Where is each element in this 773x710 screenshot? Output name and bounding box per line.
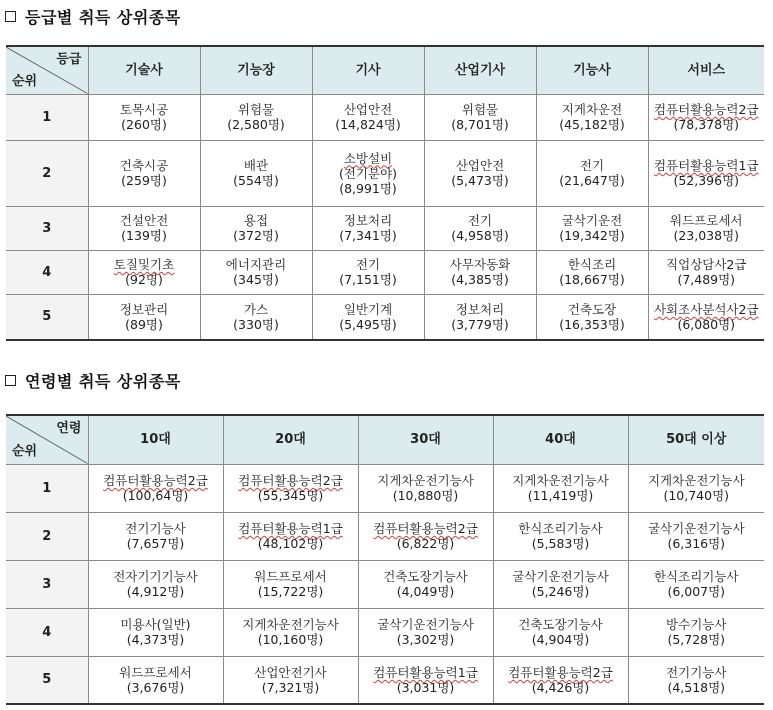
- item-count: (11,419명): [527, 488, 594, 503]
- item-name: 사회조사분석사2급: [653, 301, 759, 317]
- item-name: 워드프로세서: [670, 213, 743, 228]
- item-cell: [88, 608, 223, 656]
- item-cell: [358, 560, 493, 608]
- item-name: 위험물: [461, 102, 499, 117]
- item-cell: [312, 140, 424, 206]
- item-cell: [88, 94, 200, 140]
- item-cell: [493, 464, 628, 512]
- column-header: 서비스: [648, 46, 764, 94]
- item-name: 지게차운전기능사: [242, 617, 339, 632]
- item-count: (4,958명): [451, 228, 509, 243]
- item-cell: [493, 656, 628, 704]
- item-name: 건축도장기능사: [518, 617, 603, 632]
- item-cell: [648, 94, 764, 140]
- item-cell: [312, 250, 424, 294]
- item-cell: [88, 464, 223, 512]
- item-count: (8,991명): [339, 180, 397, 196]
- column-header: 기사: [312, 46, 424, 94]
- item-count: (55,345명): [257, 488, 324, 503]
- checkbox-square-icon: [5, 375, 16, 386]
- item-count: (345명): [233, 272, 279, 287]
- column-header: 50대 이상: [628, 415, 764, 464]
- table-row: [6, 294, 764, 340]
- corner-label-grade: 등급: [56, 52, 82, 67]
- item-count: (3,302명): [396, 632, 455, 647]
- item-name: 배관: [243, 158, 269, 173]
- item-cell: [200, 294, 312, 340]
- item-count: (3,031명): [396, 679, 455, 695]
- item-cell: [648, 140, 764, 206]
- item-cell: [200, 206, 312, 250]
- column-header: 기능장: [200, 46, 312, 94]
- item-name: 용접: [243, 213, 269, 228]
- item-name: 컴퓨터활용능력2급: [508, 664, 613, 680]
- item-cell: [88, 560, 223, 608]
- item-cell: [223, 464, 358, 512]
- item-name: 워드프로세서: [119, 664, 192, 680]
- item-cell: [358, 656, 493, 704]
- item-count: (7,489명): [677, 272, 736, 287]
- item-name: 지게차운전기능사: [512, 473, 609, 488]
- column-header: 기술사: [88, 46, 200, 94]
- item-name: 워드프로세서: [254, 569, 327, 584]
- item-cell: [628, 608, 764, 656]
- item-count: (10,740명): [663, 488, 730, 503]
- rank-cell: 2: [6, 512, 88, 560]
- item-cell: [648, 250, 764, 294]
- item-name: 정보처리: [343, 213, 393, 228]
- table-row: [6, 656, 764, 704]
- table-corner-header: [6, 415, 88, 464]
- column-header: 기능사: [536, 46, 648, 94]
- item-name: 건설안전: [119, 213, 169, 228]
- item-count: (5,495명): [339, 316, 397, 332]
- item-cell: [536, 294, 648, 340]
- table-row: [6, 250, 764, 294]
- item-count: (14,824명): [335, 117, 401, 132]
- item-cell: [493, 560, 628, 608]
- item-name: 위험물: [237, 102, 275, 117]
- table-row: [6, 94, 764, 140]
- column-header: 20대: [223, 415, 358, 464]
- item-cell: [88, 512, 223, 560]
- item-name: 산업안전기사: [254, 664, 327, 680]
- item-name: 지게차운전기능사: [647, 473, 745, 488]
- item-count: (2,580명): [227, 117, 285, 132]
- item-name: 지게차운전기능사: [377, 473, 474, 488]
- item-name: 사무자동화: [449, 257, 511, 272]
- table-corner-header: [6, 46, 88, 94]
- item-count: (52,396명): [673, 173, 740, 188]
- table-row: [6, 560, 764, 608]
- item-name: 컴퓨터활용능력1급: [653, 158, 759, 173]
- item-count: (554명): [233, 173, 279, 188]
- grade-top-items-table: [6, 45, 764, 341]
- item-name: 전기기능사: [125, 521, 186, 536]
- item-name: 컴퓨터활용능력2급: [373, 521, 478, 536]
- item-cell: [223, 608, 358, 656]
- item-cell: [648, 294, 764, 340]
- column-header: 30대: [358, 415, 493, 464]
- item-name: 컴퓨터활용능력2급: [238, 473, 343, 488]
- item-cell: [312, 294, 424, 340]
- item-cell: [536, 140, 648, 206]
- table-row: [6, 608, 764, 656]
- item-cell: [223, 560, 358, 608]
- item-count: (6,007명): [667, 584, 726, 599]
- rank-cell: 2: [6, 140, 88, 206]
- item-name: 가스: [243, 301, 269, 317]
- item-name: 한식조리기능사: [653, 569, 739, 584]
- item-cell: [223, 656, 358, 704]
- item-count: (330명): [233, 316, 279, 332]
- item-name: 건축도장: [567, 301, 617, 317]
- section-title-grade-text: 등급별 취득 상위종목: [25, 7, 181, 27]
- item-count: (48,102명): [257, 536, 324, 551]
- item-name: 방수기능사: [666, 617, 727, 632]
- item-cell: [424, 294, 536, 340]
- item-count: (8,701명): [451, 117, 509, 132]
- rank-cell: 4: [6, 250, 88, 294]
- section-title-age-text: 연령별 취득 상위종목: [25, 371, 181, 391]
- item-cell: [536, 250, 648, 294]
- item-count: (15,722명): [257, 584, 324, 599]
- item-count: (78,378명): [673, 117, 740, 132]
- item-count: (7,321명): [261, 679, 320, 695]
- item-cell: [88, 206, 200, 250]
- item-name-detail: (전기분야): [338, 165, 398, 181]
- item-cell: [628, 656, 764, 704]
- item-name: 컴퓨터활용능력2급: [653, 102, 759, 117]
- column-header: 산업기사: [424, 46, 536, 94]
- item-count: (89명): [125, 316, 163, 332]
- item-count: (7,657명): [126, 536, 185, 551]
- item-count: (372명): [233, 228, 279, 243]
- item-count: (6,080명): [677, 316, 736, 332]
- item-name: 전기: [579, 158, 605, 173]
- item-name: 산업안전: [343, 102, 393, 117]
- corner-label-rank: 순위: [12, 443, 38, 459]
- item-name: 굴삭기운전: [561, 213, 623, 228]
- rank-cell: 5: [6, 294, 88, 340]
- item-cell: [223, 512, 358, 560]
- item-name: 전기기능사: [666, 664, 727, 680]
- table-row: [6, 140, 764, 206]
- item-cell: [536, 206, 648, 250]
- item-cell: [493, 512, 628, 560]
- item-count: (5,473명): [451, 173, 509, 188]
- item-cell: [424, 140, 536, 206]
- item-name: 산업안전: [455, 158, 505, 173]
- item-cell: [312, 206, 424, 250]
- item-cell: [628, 560, 764, 608]
- item-cell: [628, 464, 764, 512]
- item-cell: [536, 94, 648, 140]
- item-count: (7,151명): [339, 272, 397, 287]
- item-name: 굴삭기운전기능사: [377, 617, 474, 632]
- rank-cell: 3: [6, 206, 88, 250]
- item-cell: [88, 294, 200, 340]
- column-header: 10대: [88, 415, 223, 464]
- item-count: (3,676명): [126, 679, 185, 695]
- rank-cell: 1: [6, 464, 88, 512]
- item-count: (92명): [125, 272, 163, 287]
- item-cell: [200, 94, 312, 140]
- item-name: 미용사(일반): [120, 617, 191, 632]
- item-count: (6,822명): [396, 536, 455, 551]
- item-count: (139명): [121, 228, 167, 243]
- item-name: 전자기기기능사: [113, 569, 198, 584]
- item-name: 토질및기초: [113, 257, 175, 272]
- item-name: 정보관리: [119, 301, 169, 317]
- item-cell: [200, 250, 312, 294]
- item-count: (4,904명): [531, 632, 590, 647]
- item-count: (10,160명): [257, 632, 324, 647]
- item-name: 전기: [355, 257, 381, 272]
- item-name: 한식조리기능사: [518, 521, 603, 536]
- item-name: 컴퓨터활용능력1급: [373, 664, 478, 680]
- corner-label-age: 연령: [56, 421, 82, 436]
- item-name: 한식조리: [567, 257, 617, 272]
- item-count: (260명): [121, 117, 167, 132]
- item-cell: [424, 250, 536, 294]
- item-cell: [88, 656, 223, 704]
- item-name: 굴삭기운전기능사: [647, 521, 745, 536]
- item-count: (4,049명): [396, 584, 455, 599]
- item-name: 전기: [467, 213, 493, 228]
- item-cell: [648, 206, 764, 250]
- rank-cell: 1: [6, 94, 88, 140]
- item-count: (45,182명): [559, 117, 625, 132]
- item-count: (100,64명): [122, 488, 189, 503]
- table-row: [6, 464, 764, 512]
- item-cell: [358, 608, 493, 656]
- checkbox-square-icon: [5, 11, 16, 22]
- item-cell: [493, 608, 628, 656]
- item-name: 소방설비: [343, 150, 393, 166]
- item-count: (23,038명): [673, 228, 740, 243]
- item-name: 컴퓨터활용능력2급: [103, 473, 208, 488]
- item-count: (7,341명): [339, 228, 397, 243]
- section-title-grade: [5, 4, 181, 28]
- item-cell: [88, 140, 200, 206]
- section-title-age: [5, 368, 181, 392]
- table-row: [6, 512, 764, 560]
- item-count: (5,246명): [531, 584, 590, 599]
- item-name: 지게차운전: [561, 102, 623, 117]
- item-name: 일반기계: [343, 301, 393, 317]
- age-top-items-table: [6, 414, 764, 705]
- item-count: (5,728명): [667, 632, 726, 647]
- item-cell: [88, 250, 200, 294]
- item-cell: [424, 206, 536, 250]
- item-count: (4,912명): [126, 584, 185, 599]
- item-count: (5,583명): [531, 536, 590, 551]
- item-cell: [358, 464, 493, 512]
- item-count: (18,667명): [559, 272, 625, 287]
- item-name: 직업상담사2급: [666, 257, 747, 272]
- item-count: (16,353명): [559, 316, 625, 332]
- item-cell: [628, 512, 764, 560]
- item-cell: [312, 94, 424, 140]
- item-name: 건축도장기능사: [383, 569, 468, 584]
- item-count: (21,647명): [559, 173, 625, 188]
- item-count: (10,880명): [392, 488, 459, 503]
- item-name: 토목시공: [119, 102, 169, 117]
- item-name: 건축시공: [119, 158, 169, 173]
- item-name: 정보처리: [455, 301, 505, 317]
- item-count: (4,385명): [451, 272, 509, 287]
- item-name: 컴퓨터활용능력1급: [238, 521, 343, 536]
- corner-label-rank: 순위: [12, 73, 38, 89]
- column-header: 40대: [493, 415, 628, 464]
- item-count: (19,342명): [559, 228, 625, 243]
- item-count: (4,518명): [667, 679, 726, 695]
- item-name: 에너지관리: [225, 257, 287, 272]
- item-name: 굴삭기운전기능사: [512, 569, 609, 584]
- item-cell: [424, 94, 536, 140]
- rank-cell: 4: [6, 608, 88, 656]
- item-count: (259명): [121, 173, 167, 188]
- rank-cell: 5: [6, 656, 88, 704]
- item-count: (6,316명): [667, 536, 726, 551]
- item-cell: [200, 140, 312, 206]
- item-count: (3,779명): [451, 316, 509, 332]
- table-row: [6, 206, 764, 250]
- rank-cell: 3: [6, 560, 88, 608]
- item-count: (4,426명): [531, 679, 590, 695]
- item-count: (4,373명): [126, 632, 185, 647]
- item-cell: [358, 512, 493, 560]
